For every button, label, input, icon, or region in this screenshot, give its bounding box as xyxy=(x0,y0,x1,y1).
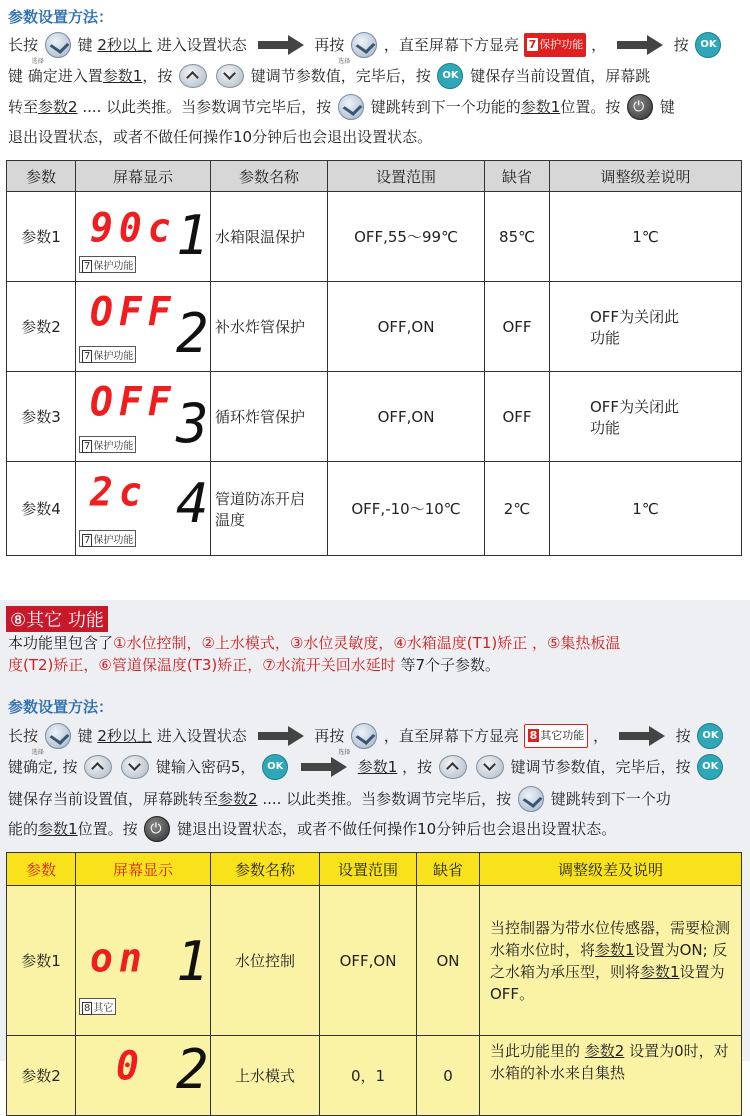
intro-line-2: 度(T2)矫正，⑥管道保温度(T3)矫正，⑦水流开关回水延时 等7个子参数。 xyxy=(8,656,501,674)
down-key-icon xyxy=(476,755,504,779)
function-tag: 7 保护功能 xyxy=(79,436,136,453)
table-row: 参数1 on 1 8 其它 水位控制 OFF,ON ON 当控制器为带水位传感器，需要检测水箱水位时，将参数1设置为ON; 反之水箱为承压型，则将参数1设置为OFF。 xyxy=(7,886,742,1036)
select-key-icon: 选择 xyxy=(45,723,71,749)
param-note: 当此功能里的 参数2 设置为0时，对水箱的补水来自集热 xyxy=(480,1036,742,1116)
ok-key-icon: OK xyxy=(437,63,463,89)
table-header-row: 参数 屏幕显示 参数名称 设置范围 缺省 调整级差及说明 xyxy=(7,853,742,886)
down-key-icon xyxy=(121,755,149,779)
ok-key-icon: OK xyxy=(695,32,721,58)
lcd-display: 90c 1 7 保护功能 xyxy=(76,192,211,282)
power-key-icon xyxy=(144,816,170,842)
method-title: 参数设置方法： xyxy=(8,698,114,716)
arrow-right-icon xyxy=(258,35,304,55)
arrow-right-icon xyxy=(619,726,665,746)
arrow-right-icon xyxy=(301,757,347,777)
table-row: 参数3 OFF 3 7 保护功能 循环炸管保护 OFF,ON OFF OFF为关闭此 功能 xyxy=(7,372,742,462)
up-key-icon xyxy=(84,755,112,779)
table-row: 参数2 0 2 上水模式 0，1 0 当此功能里的 参数2 设置为0时，对水箱的补水来自集热 xyxy=(7,1036,742,1116)
ok-key-icon: OK xyxy=(697,754,723,780)
lcd-display: OFF 2 7 保护功能 xyxy=(76,282,211,372)
up-key-icon xyxy=(439,755,467,779)
lcd-display: OFF 3 7 保护功能 xyxy=(76,372,211,462)
instruction-line-4: 能的参数1位置。按 ⏻ 键退出设置状态，或者不做任何操作10分钟后也会退出设置状态。 xyxy=(8,816,616,842)
protection-param-table xyxy=(6,160,742,556)
other-function-tag: 8 其它功能 xyxy=(524,724,589,748)
up-key-icon xyxy=(179,64,207,88)
table-header-row: 参数 屏幕显示 参数名称 设置范围 缺省 调整级差说明 xyxy=(7,161,742,192)
lcd-display: 2c 4 7 保护功能 xyxy=(76,462,211,556)
protection-function-tag: 7 保护功能 xyxy=(524,33,587,57)
arrow-right-icon xyxy=(258,726,304,746)
instruction-line-1: 长按 选择 键 2秒以上 进入设置状态 再按 选择 ，直至屏幕下方显亮 8 其它功能 ， 按 OK xyxy=(8,723,725,749)
function-tag: 7 保护功能 xyxy=(79,346,136,363)
instruction-line-1: 长按 选择 键 2秒以上 进入设置状态 再按 选择 ，直至屏幕下方显亮 7 保护功能 ， 按 OK xyxy=(8,32,723,58)
function-tag: 7 保护功能 xyxy=(79,256,136,273)
instruction-line-3: 转至参数2 .... 以此类推。当参数调节完毕后，按 键跳转到下一个功能的参数1位置。按 ⏻ 键 xyxy=(8,94,675,120)
method-title: 参数设置方法： xyxy=(8,8,114,26)
table-row: 参数1 90c 1 7 保护功能 水箱限温保护 OFF,55～99℃ 85℃ 1℃ xyxy=(7,192,742,282)
section-title: ⑧其它 功能 xyxy=(6,606,108,632)
param-note: 当控制器为带水位传感器，需要检测水箱水位时，将参数1设置为ON; 反之水箱为承压型，则将参数1设置为OFF。 xyxy=(480,886,742,1036)
ok-key-icon: OK xyxy=(262,754,288,780)
select-key-icon xyxy=(518,786,544,812)
instruction-line-3: 键保存当前设置值，屏幕跳转至参数2 .... 以此类推。当参数调节完毕后，按 键跳转到下一个功 xyxy=(8,786,671,812)
arrow-right-icon xyxy=(617,35,663,55)
down-key-icon xyxy=(216,64,244,88)
power-key-icon xyxy=(627,94,653,120)
table-row: 参数2 OFF 2 7 保护功能 补水炸管保护 OFF,ON OFF OFF为关闭此 功能 xyxy=(7,282,742,372)
lcd-display: on 1 8 其它 xyxy=(76,886,211,1036)
lcd-display: 0 2 xyxy=(76,1036,211,1116)
ok-key-icon: OK xyxy=(697,723,723,749)
instruction-line-2: 键确定, 按 键输入密码5， OK 参数1 ，按 键调节参数值，完毕后，按 OK xyxy=(8,754,725,780)
instruction-line-4: 退出设置状态，或者不做任何操作10分钟后也会退出设置状态。 xyxy=(8,128,433,146)
intro-line-1: 本功能里包含了①水位控制，②上水模式，③水位灵敏度，④水箱温度(T1)矫正 ，⑤集热板温 xyxy=(8,634,621,652)
select-key-icon: 选择 xyxy=(351,32,377,58)
function-tag: 7 保护功能 xyxy=(79,530,136,547)
table-row: 参数4 2c 4 7 保护功能 管道防冻开启 温度 OFF,-10～10℃ 2℃ 1℃ xyxy=(7,462,742,556)
select-key-icon xyxy=(338,94,364,120)
section-divider xyxy=(0,572,750,601)
other-param-table xyxy=(6,852,742,1116)
function-tag: 8 其它 xyxy=(79,998,116,1015)
select-key-icon: 选择 xyxy=(351,723,377,749)
select-key-icon: 选择 xyxy=(45,32,71,58)
instruction-line-2: 键 确定进入置参数1，按 键调节参数值，完毕后，按 OK 键保存当前设置值，屏幕跳 xyxy=(8,63,650,89)
